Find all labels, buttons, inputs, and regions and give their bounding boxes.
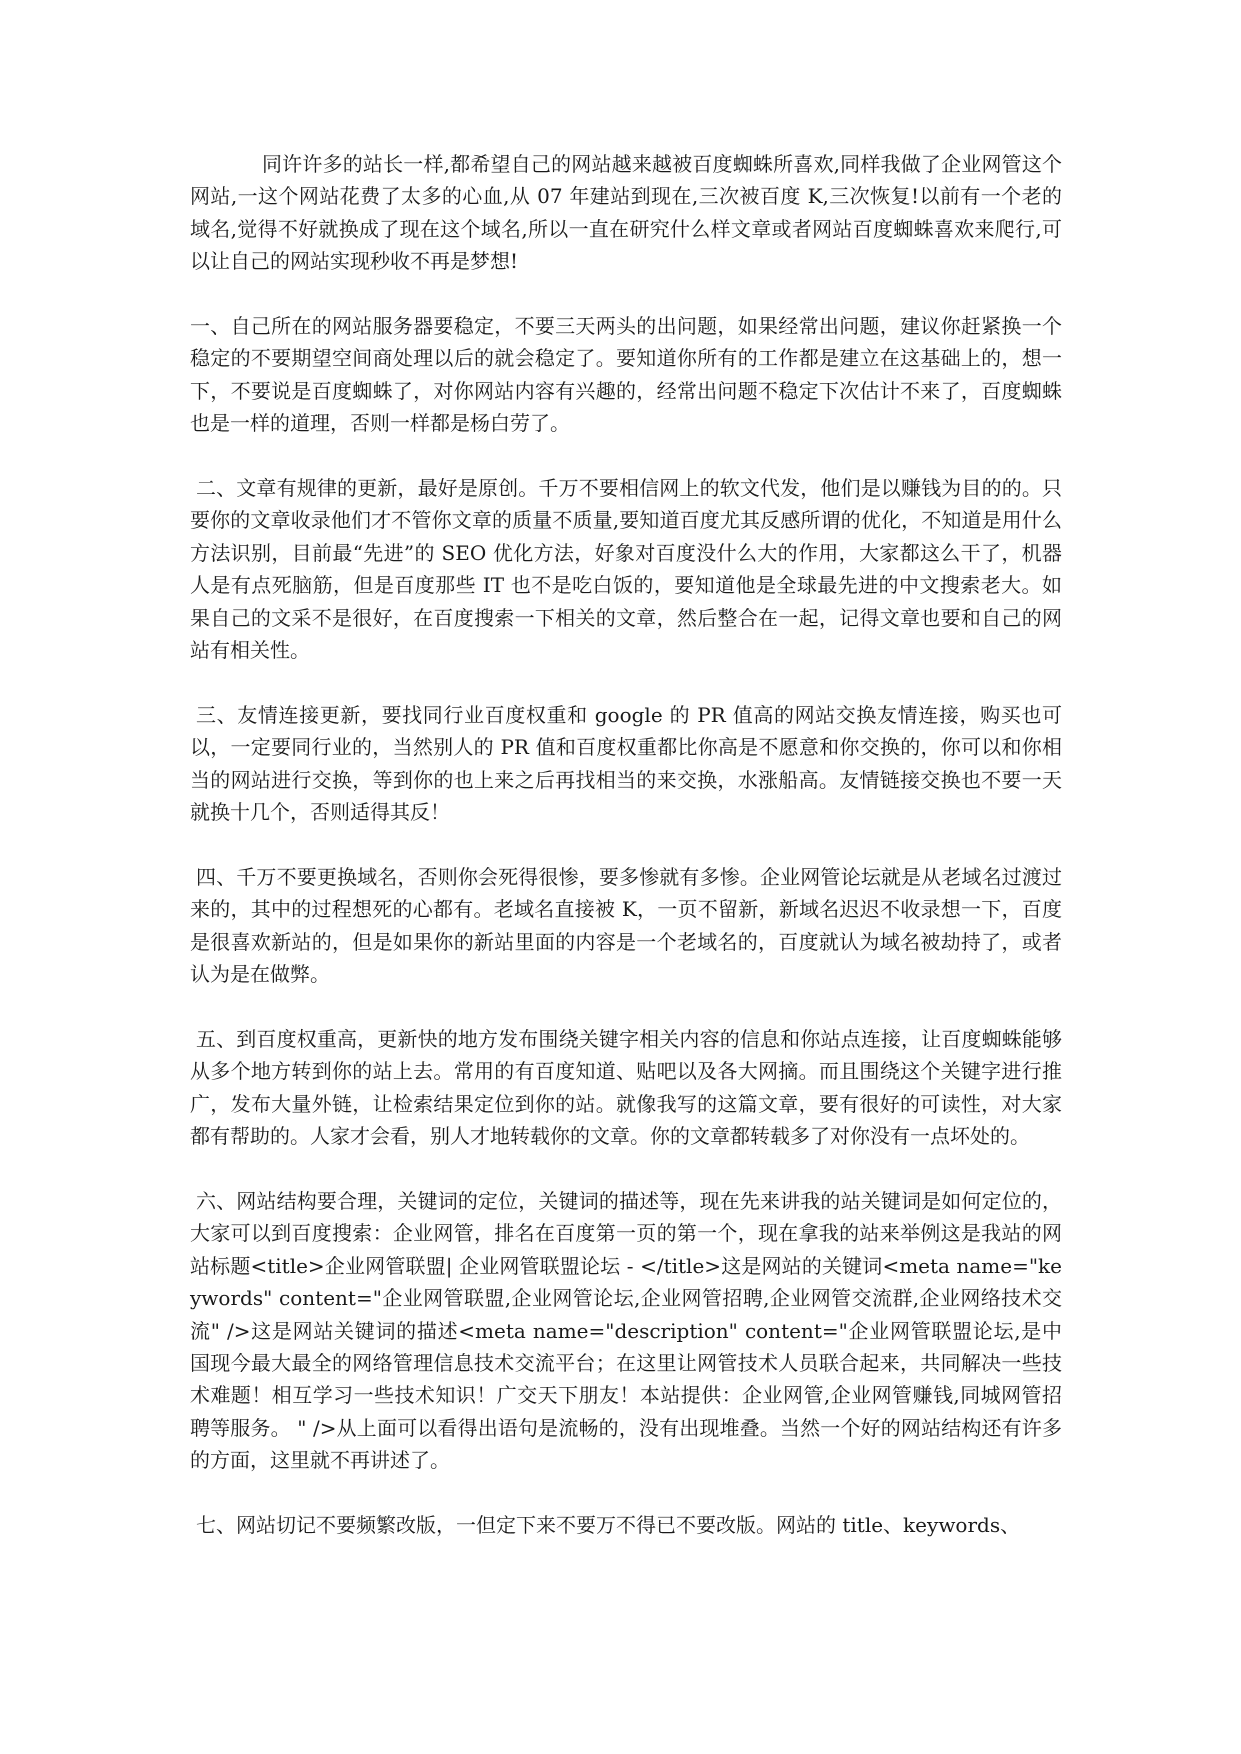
tip-paragraph-1: 一、自己所在的网站服务器要稳定，不要三天两头的出问题，如果经常出问题，建议你赶紧换一个稳定的不要期望空间商处理以后的就会稳定了。要知道你所有的工作都是建立在这基础上的，想一下，不要说是百度蜘蛛了，对你网站内容有兴趣的，经常出问题不稳定下次估计不来了，百度蜘蛛也是一样的道理，否则一样都是杨白劳了。 — [190, 314, 1062, 436]
document-body — [190, 148, 1062, 1574]
tip-paragraph-7: 七、网站切记不要频繁改版，一但定下来不要万不得已不要改版。网站的 title、keywords、 — [196, 1512, 1021, 1537]
tip-paragraph-5: 五、到百度权重高，更新快的地方发布围绕关键字相关内容的信息和你站点连接，让百度蜘蛛能够从多个地方转到你的站上去。常用的有百度知道、贴吧以及各大网摘。而且围绕这个关键字进行推广，发布大量外链，让检索结果定位到你的站。就像我写的这篇文章，要有很好的可读性，对大家都有帮助的。人家才会看，别人才地转载你的文章。你的文章都转载多了对你没有一点坏处的。 — [190, 1026, 1062, 1149]
tip-paragraph-2: 二、文章有规律的更新，最好是原创。千万不要相信网上的软文代发，他们是以赚钱为目的的。只要你的文章收录他们才不管你文章的质量不质量,要知道百度尤其反感所谓的优化，不知道是用什么方法识别，目前最“先进”的 SEO 优化方法，好象对百度没什么大的作用，大家都这么干了，机器人是有点死脑筋，但是百度那些 IT 也不是吃白饭的，要知道他是全球最先进的中文搜索老大。如果自己的文采不是很好，在百度搜索一下相关的文章，然后整合在一起，记得文章也要和自己的网站有相关性。 — [190, 476, 1062, 663]
tip-paragraph-6: 六、网站结构要合理，关键词的定位，关键词的描述等，现在先来讲我的站关键词是如何定位的，大家可以到百度搜索：企业网管，排名在百度第一页的第一个，现在拿我的站来举例这是我站的网站标题<title>企业网管联盟| 企业网管联盟论坛 - </title>这是网站的关键词<meta name="keywords" content="企业网管联盟,企业网管论坛,企业网管招聘,企业网管交流群,企业网络技术交流" />这是网站关键词的描述<meta name="description" content="企业网管联盟论坛,是中国现今最大最全的网络管理信息技术交流平台；在这里让网管技术人员联合起来，共同解决一些技术难题！相互学习一些技术知识！广交天下朋友！本站提供：企业网管,企业网管赚钱,同城网管招聘等服务。 " />从上面可以看得出语句是流畅的，没有出现堆叠。当然一个好的网站结构还有许多的方面，这里就不再讲述了。 — [190, 1188, 1062, 1473]
tip-paragraph-4: 四、千万不要更换域名，否则你会死得很惨，要多惨就有多惨。企业网管论坛就是从老域名过渡过来的，其中的过程想死的心都有。老域名直接被 K，一页不留新，新域名迟迟不收录想一下，百度是很喜欢新站的，但是如果你的新站里面的内容是一个老域名的，百度就认为域名被劫持了，或者认为是在做弊。 — [190, 864, 1062, 987]
tip-paragraph-3: 三、友情连接更新，要找同行业百度权重和 google 的 PR 值高的网站交换友情连接，购买也可以，一定要同行业的，当然别人的 PR 值和百度权重都比你高是不愿意和你交换的，你可以和你相当的网站进行交换，等到你的也上来之后再找相当的来交换，水涨船高。友情链接交换也不要一天就换十几个，否则适得其反！ — [190, 702, 1062, 825]
intro-paragraph: 同许许多的站长一样,都希望自己的网站越来越被百度蜘蛛所喜欢,同样我做了企业网管这个网站,一这个网站花费了太多的心血,从 07 年建站到现在,三次被百度 K,三次恢复!以前有一个老的域名,觉得不好就换成了现在这个域名,所以一直在研究什么样文章或者网站百度蜘蛛喜欢来爬行,可以让自己的网站实现秒收不再是梦想! — [190, 152, 1062, 274]
